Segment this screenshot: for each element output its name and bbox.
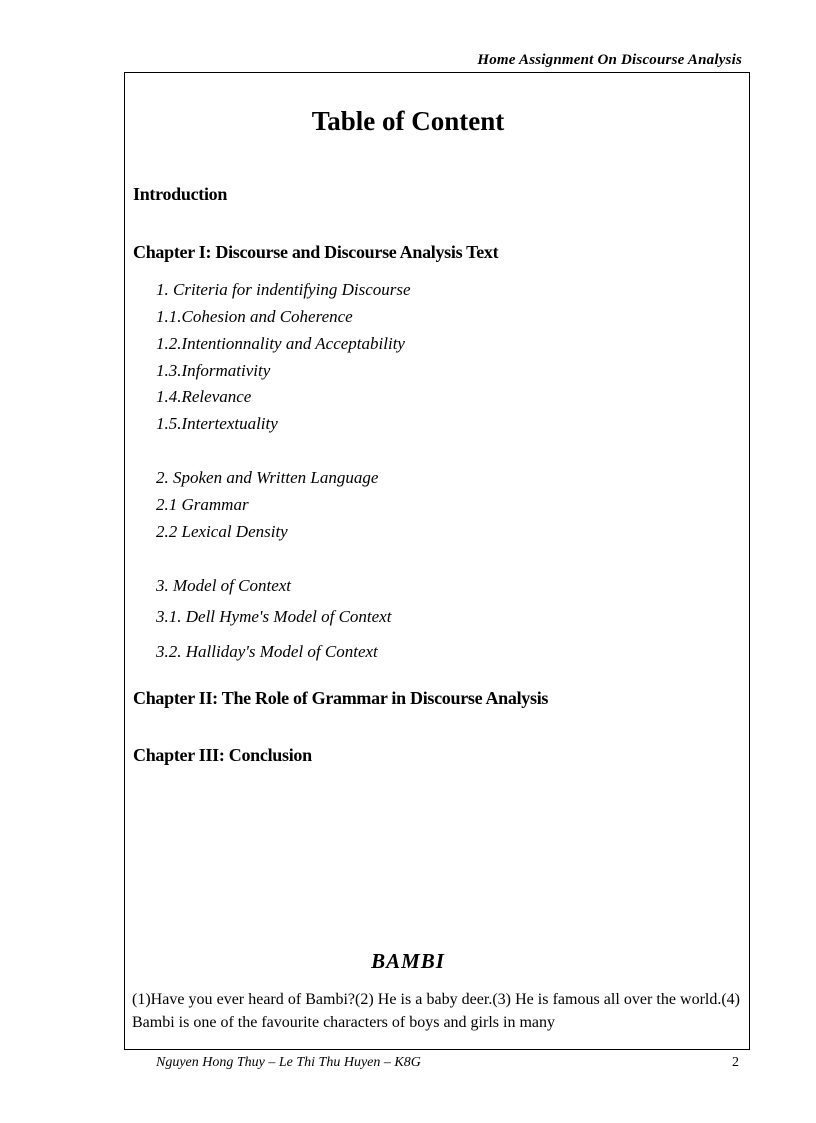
toc-item: 2.2 Lexical Density [156, 522, 288, 541]
toc-item: 3. Model of Context [156, 576, 292, 595]
story-title: BAMBI [371, 949, 445, 973]
toc-chapter-3-heading: Chapter III: Conclusion [133, 745, 312, 765]
toc-item: 1.1.Cohesion and Coherence [156, 307, 353, 326]
page-border-frame [124, 72, 750, 1050]
toc-chapter-1-heading: Chapter I: Discourse and Discourse Analysis Text [133, 242, 499, 262]
page-number: 2 [732, 1055, 739, 1070]
toc-item: 2. Spoken and Written Language [156, 468, 379, 487]
toc-introduction: Introduction [133, 184, 228, 204]
toc-item: 2.1 Grammar [156, 495, 249, 514]
toc-item: 1.3.Informativity [156, 361, 271, 380]
running-header: Home Assignment On Discourse Analysis [477, 52, 742, 68]
toc-item: 1. Criteria for indentifying Discourse [156, 280, 411, 299]
toc-title: Table of Content [311, 106, 505, 136]
toc-item: 1.5.Intertextuality [156, 414, 278, 433]
toc-item: 3.1. Dell Hyme's Model of Context [156, 607, 392, 626]
toc-item: 1.2.Intentionnality and Acceptability [156, 334, 405, 353]
footer-authors: Nguyen Hong Thuy – Le Thi Thu Huyen – K8G [156, 1055, 421, 1070]
story-paragraph: (1)Have you ever heard of Bambi?(2) He is a baby deer.(3) He is famous all over the world.(4) Bambi is one of the favourite characters of boys and girls in many [132, 991, 740, 1031]
toc-item: 3.2. Halliday's Model of Context [156, 642, 378, 661]
toc-item: 1.4.Relevance [156, 387, 252, 406]
toc-chapter-2-heading: Chapter II: The Role of Grammar in Discourse Analysis [133, 688, 549, 708]
